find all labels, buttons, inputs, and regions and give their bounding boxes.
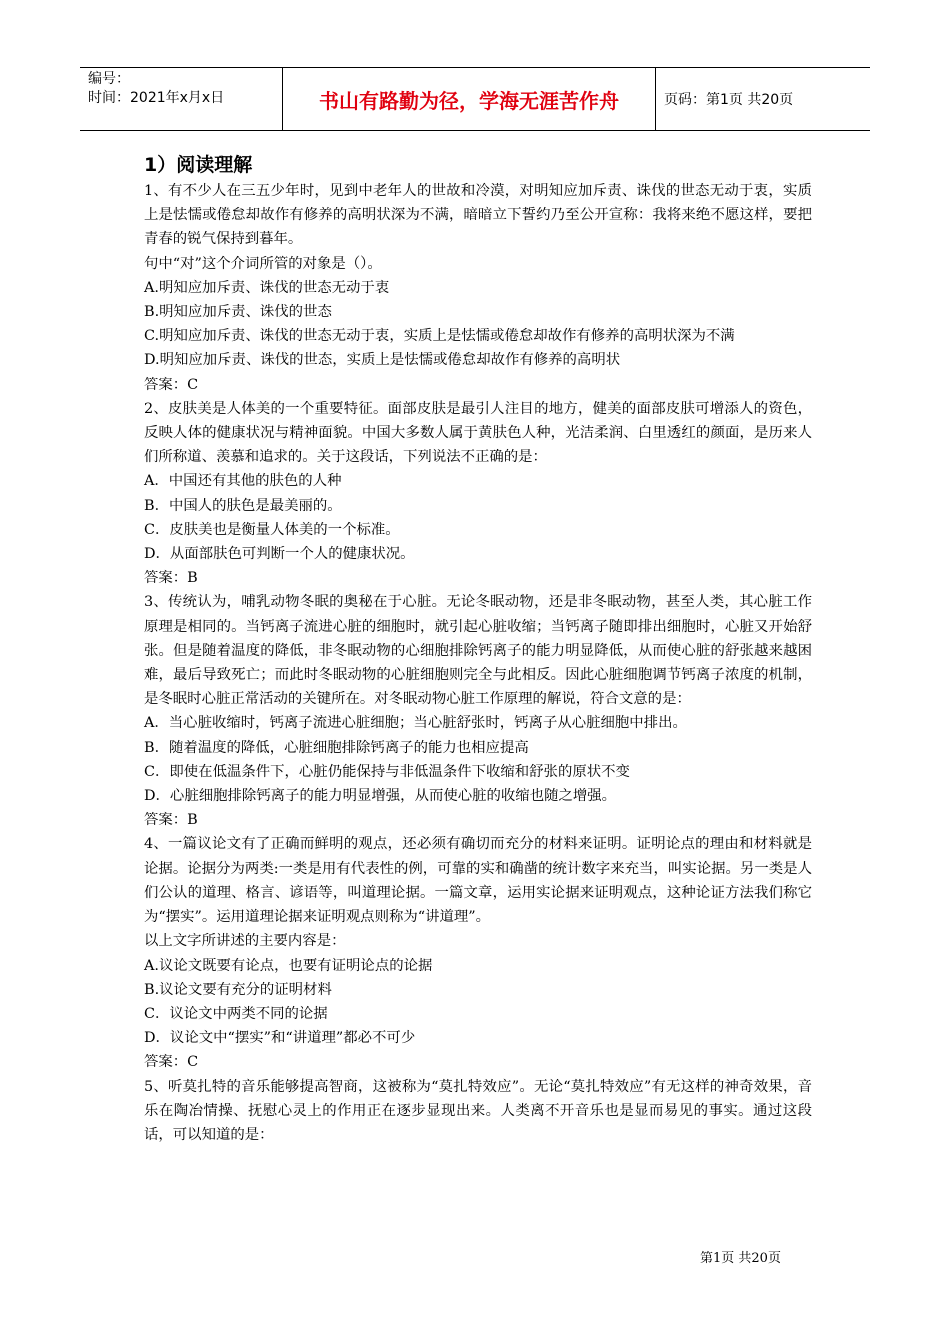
answer: 答案：B <box>144 812 198 829</box>
page-content <box>144 152 812 1147</box>
question-3 <box>144 590 812 832</box>
answer: 答案：B <box>144 570 198 587</box>
option-d: D．从面部肤色可判断一个人的健康状况。 <box>144 546 415 563</box>
question-stem: 4、一篇议论文有了正确而鲜明的观点，还必须有确切而充分的材料来证明。证明论点的理由和材料就是论据。论据分为两类:一类是用有代表性的例，可靠的实和确凿的统计数字来充当，叫实论据。另一类是人们公认的道理、格言、谚语等，叫道理论据。一篇文章，运用实论据来证明观点，这种论证方法我们称它为“摆实”。运用道理论据来证明观点则称为“讲道理”。 <box>144 836 812 926</box>
question-5 <box>144 1075 812 1148</box>
option-b: B．随着温度的降低，心脏细胞排除钙离子的能力也相应提高 <box>144 739 529 756</box>
option-d: D．心脏细胞排除钙离子的能力明显增强，从而使心脏的收缩也随之增强。 <box>144 788 617 805</box>
section-title: 1）阅读理解 <box>144 154 253 176</box>
option-a: A．当心脏收缩时，钙离子流进心脏细胞；当心脏舒张时，钙离子从心脏细胞中排出。 <box>144 715 687 732</box>
header-meta <box>80 68 283 130</box>
option-a: A.议论文既要有论点，也要有证明论点的论据 <box>144 957 433 974</box>
question-stem: 2、皮肤美是人体美的一个重要特征。面部皮肤是最引人注目的地方，健美的面部皮肤可增添人的资色，反映人体的健康状况与精神面貌。中国大多数人属于黄肤色人种，光洁柔润、白里透红的颜面，是历来人们所称道、羡慕和追求的。关于这段话，下列说法不正确的是： <box>144 400 812 466</box>
question-prompt: 句中“对”这个介词所管的对象是（）。 <box>144 255 382 272</box>
option-c: C.明知应加斥责、诛伐的世态无动于衷，实质上是怯懦或倦怠却故作有修养的高明状深为不满 <box>144 328 735 345</box>
question-stem: 3、传统认为，哺乳动物冬眠的奥秘在于心脏。无论冬眠动物，还是非冬眠动物，甚至人类，其心脏工作原理是相同的。当钙离子流进心脏的细胞时，就引起心脏收缩；当钙离子随即排出细胞时，心脏又开始舒张。但是随着温度的降低，非冬眠动物的心细胞排除钙离子的能力明显降低，从而使心脏的舒张越来越困难，最后导致死亡；而此时冬眠动物的心脏细胞则完全与此相反。因此心脏细胞调节钙离子浓度的机制，是冬眠时心脏正常活动的关键所在。对冬眠动物心脏工作原理的解说，符合文意的是： <box>144 594 812 708</box>
answer: 答案：C <box>144 1054 199 1071</box>
option-b: B.议论文要有充分的证明材料 <box>144 981 332 998</box>
option-c: C．即使在低温条件下，心脏仍能保持与非低温条件下收缩和舒张的原状不变 <box>144 763 630 780</box>
question-stem: 5、听莫扎特的音乐能够提高智商，这被称为“莫扎特效应”。无论“莫扎特效应”有无这样的神奇效果，音乐在陶冶情操、抚慰心灵上的作用正在逐步显现出来。人类离不开音乐也是显而易见的事实。通过这段话，可以知道的是： <box>144 1078 812 1143</box>
option-b: B．中国人的肤色是最美丽的。 <box>144 497 342 514</box>
option-b: B.明知应加斥责、诛伐的世态 <box>144 304 332 321</box>
question-prompt: 以上文字所讲述的主要内容是： <box>144 933 346 950</box>
question-2 <box>144 397 812 591</box>
document-date: 时间：2021年x月x日 <box>88 90 225 106</box>
option-d: D.明知应加斥责、诛伐的世态，实质上是怯懦或倦怠却故作有修养的高明状 <box>144 352 621 369</box>
header-page-info: 页码：第1页 共20页 <box>664 92 794 108</box>
option-c: C．皮肤美也是衡量人体美的一个标准。 <box>144 521 400 538</box>
question-1 <box>144 179 812 397</box>
document-number-label: 编号： <box>88 71 130 87</box>
option-c: C．议论文中两类不同的论据 <box>144 1005 328 1022</box>
page-footer: 第1页 共20页 <box>700 1251 781 1266</box>
option-a: A.明知应加斥责、诛伐的世态无动于衷 <box>144 279 390 296</box>
option-d: D．议论文中“摆实”和“讲道理”都必不可少 <box>144 1030 416 1047</box>
page-header <box>80 67 870 131</box>
option-a: A．中国还有其他的肤色的人种 <box>144 473 342 490</box>
header-motto: 书山有路勤为径，学海无涯苦作舟 <box>283 68 656 130</box>
question-4 <box>144 832 812 1074</box>
question-stem: 1、有不少人在三五少年时，见到中老年人的世故和冷漠，对明知应加斥责、诛伐的世态无动于衷，实质上是怯懦或倦怠却故作有修养的高明状深为不满，暗暗立下誓约乃至公开宣称：我将来绝不愿这样，要把青春的锐气保持到暮年。 <box>144 183 812 248</box>
answer: 答案：C <box>144 376 199 393</box>
